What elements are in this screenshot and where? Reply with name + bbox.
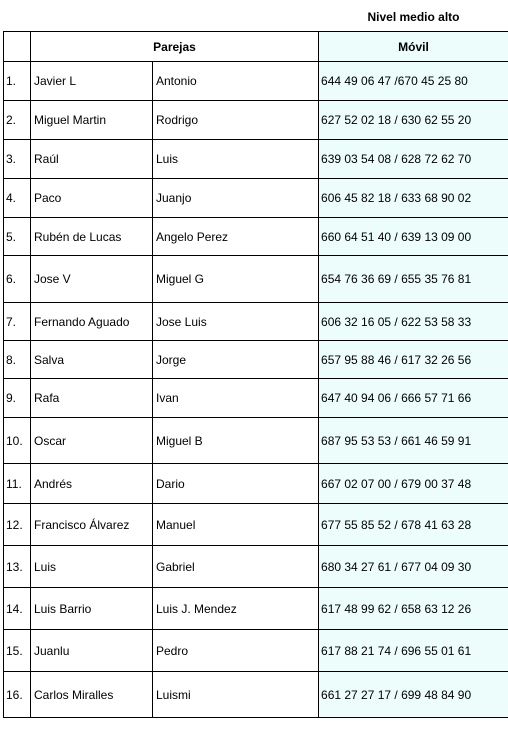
header-row xyxy=(4,32,508,62)
title-row xyxy=(3,5,508,31)
player-one: Salva xyxy=(31,341,153,379)
row-number: 9. xyxy=(4,379,31,418)
table-row xyxy=(4,101,508,140)
table-row xyxy=(4,504,508,546)
player-two: Luis J. Mendez xyxy=(153,588,319,630)
player-one: Andrés xyxy=(31,464,153,504)
spreadsheet xyxy=(3,5,508,735)
phone-numbers: 639 03 54 08 / 628 72 62 70 xyxy=(319,140,508,179)
phone-numbers: 606 32 16 05 / 622 53 58 33 xyxy=(319,303,508,341)
phone-numbers: 654 76 36 69 / 655 35 76 81 xyxy=(319,256,508,303)
phone-numbers: 657 95 88 46 / 617 32 26 56 xyxy=(319,341,508,379)
phone-numbers: 667 02 07 00 / 679 00 37 48 xyxy=(319,464,508,504)
header-num-cell xyxy=(4,32,31,62)
table-row xyxy=(4,341,508,379)
phone-numbers: 647 40 94 06 / 666 57 71 66 xyxy=(319,379,508,418)
row-number: 15. xyxy=(4,630,31,672)
phone-numbers: 617 48 99 62 / 658 63 12 26 xyxy=(319,588,508,630)
phone-numbers: 617 88 21 74 / 696 55 01 61 xyxy=(319,630,508,672)
row-number: 5. xyxy=(4,218,31,256)
player-one: Javier L xyxy=(31,62,153,101)
player-two: Dario xyxy=(153,464,319,504)
table-row xyxy=(4,218,508,256)
player-one: Fernando Aguado xyxy=(31,303,153,341)
player-two: Rodrigo xyxy=(153,101,319,140)
phone-numbers: 677 55 85 52 / 678 41 63 28 xyxy=(319,504,508,546)
row-number: 16. xyxy=(4,672,31,718)
phone-numbers: 680 34 27 61 / 677 04 09 30 xyxy=(319,546,508,588)
player-one: Rubén de Lucas xyxy=(31,218,153,256)
row-number: 14. xyxy=(4,588,31,630)
row-number: 11. xyxy=(4,464,31,504)
row-number: 12. xyxy=(4,504,31,546)
player-one: Miguel Martin xyxy=(31,101,153,140)
player-two: Jose Luis xyxy=(153,303,319,341)
player-one: Paco xyxy=(31,179,153,218)
row-number: 8. xyxy=(4,341,31,379)
player-two: Angelo Perez xyxy=(153,218,319,256)
row-number: 3. xyxy=(4,140,31,179)
player-two: Jorge xyxy=(153,341,319,379)
player-two: Juanjo xyxy=(153,179,319,218)
player-one: Rafa xyxy=(31,379,153,418)
player-one: Oscar xyxy=(31,418,153,464)
row-number: 6. xyxy=(4,256,31,303)
table-row xyxy=(4,464,508,504)
phone-numbers: 687 95 53 53 / 661 46 59 91 xyxy=(319,418,508,464)
table-row xyxy=(4,256,508,303)
player-one: Francisco Álvarez xyxy=(31,504,153,546)
player-two: Luis xyxy=(153,140,319,179)
table-row xyxy=(4,630,508,672)
row-number: 7. xyxy=(4,303,31,341)
phone-numbers: 661 27 27 17 / 699 48 84 90 xyxy=(319,672,508,718)
phone-numbers: 627 52 02 18 / 630 62 55 20 xyxy=(319,101,508,140)
phone-numbers: 644 49 06 47 /670 45 25 80 xyxy=(319,62,508,101)
phone-numbers: 606 45 82 18 / 633 68 90 02 xyxy=(319,179,508,218)
row-number: 2. xyxy=(4,101,31,140)
row-number: 10. xyxy=(4,418,31,464)
row-number: 13. xyxy=(4,546,31,588)
level-title: Nivel medio alto xyxy=(367,10,460,24)
player-one: Luis xyxy=(31,546,153,588)
table-row xyxy=(4,303,508,341)
player-two: Ivan xyxy=(153,379,319,418)
player-one: Luis Barrio xyxy=(31,588,153,630)
player-two: Antonio xyxy=(153,62,319,101)
player-two: Manuel xyxy=(153,504,319,546)
row-number: 1. xyxy=(4,62,31,101)
table-row xyxy=(4,588,508,630)
table-row xyxy=(4,379,508,418)
player-one: Carlos Miralles xyxy=(31,672,153,718)
player-one: Raúl xyxy=(31,140,153,179)
player-two: Pedro xyxy=(153,630,319,672)
table-row xyxy=(4,179,508,218)
player-two: Luismi xyxy=(153,672,319,718)
table-row xyxy=(4,140,508,179)
row-number: 4. xyxy=(4,179,31,218)
table-row xyxy=(4,62,508,101)
table-row xyxy=(4,546,508,588)
player-two: Gabriel xyxy=(153,546,319,588)
player-one: Juanlu xyxy=(31,630,153,672)
player-two: Miguel G xyxy=(153,256,319,303)
player-one: Jose V xyxy=(31,256,153,303)
player-two: Miguel B xyxy=(153,418,319,464)
header-parejas: Parejas xyxy=(31,32,319,62)
table-row xyxy=(4,418,508,464)
phone-numbers: 660 64 51 40 / 639 13 09 00 xyxy=(319,218,508,256)
pairs-table xyxy=(3,31,508,718)
table-row xyxy=(4,672,508,718)
header-movil: Móvil xyxy=(319,32,508,62)
